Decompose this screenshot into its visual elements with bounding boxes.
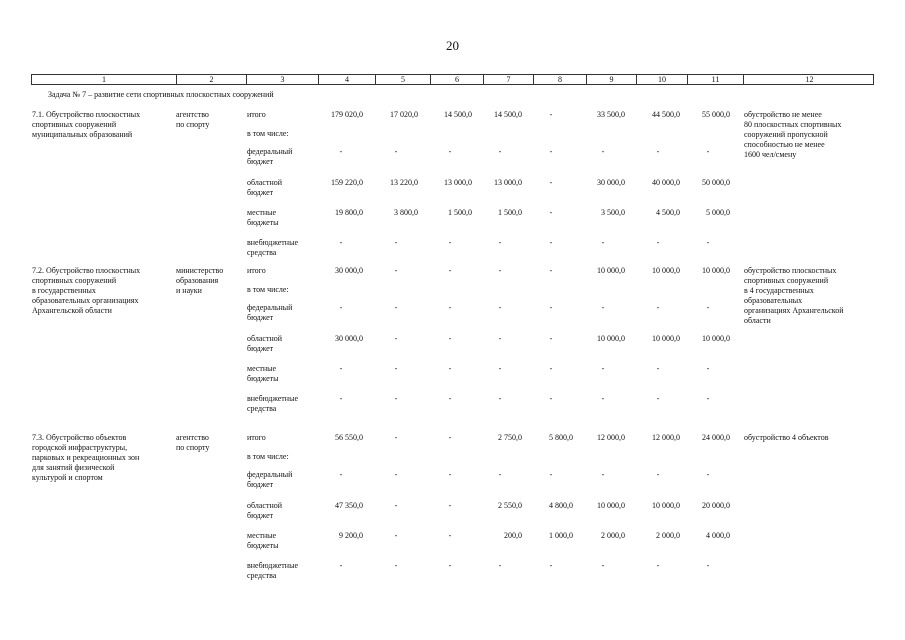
value-cell: - <box>498 238 502 247</box>
value-cell: - <box>656 394 660 403</box>
value-cell: - <box>448 266 452 275</box>
value-cell: 24 000,0 <box>702 433 730 442</box>
value-cell: - <box>448 364 452 373</box>
value-cell: - <box>339 238 343 247</box>
value-cell: - <box>498 334 502 343</box>
value-cell: 1 500,0 <box>448 208 472 217</box>
value-cell: - <box>549 303 553 312</box>
value-cell: - <box>498 364 502 373</box>
value-cell: 30 000,0 <box>597 178 625 187</box>
funding-source-line: бюджеты <box>247 218 279 227</box>
value-cell: - <box>549 470 553 479</box>
value-cell: 5 800,0 <box>549 433 573 442</box>
value-cell: - <box>549 266 553 275</box>
value-cell: - <box>448 303 452 312</box>
value-cell: - <box>448 470 452 479</box>
value-cell: - <box>656 561 660 570</box>
task-title: Задача № 7 – развитие сети спортивных плоскостных сооружений <box>48 90 274 99</box>
value-cell: 9 200,0 <box>339 531 363 540</box>
value-cell: - <box>601 394 605 403</box>
result-line: способностью не менее <box>744 140 825 149</box>
value-cell: - <box>448 238 452 247</box>
value-cell: - <box>394 303 398 312</box>
funding-source-line: бюджет <box>247 344 274 353</box>
value-cell: - <box>498 266 502 275</box>
result-line: образовательных <box>744 296 803 305</box>
value-cell: - <box>706 364 710 373</box>
value-cell: - <box>549 208 553 217</box>
value-cell: 10 000,0 <box>702 266 730 275</box>
header-col-4: 4 <box>318 75 375 84</box>
value-cell: - <box>549 364 553 373</box>
measure-name-line: парковых и рекреационных зон <box>32 453 140 462</box>
value-cell: - <box>706 470 710 479</box>
value-cell: - <box>339 303 343 312</box>
header-col-1: 1 <box>102 75 106 84</box>
value-cell: - <box>656 147 660 156</box>
executor-line: агентство <box>176 110 209 119</box>
value-cell: - <box>601 238 605 247</box>
result-line: спортивных сооружений <box>744 276 829 285</box>
value-cell: - <box>498 394 502 403</box>
value-cell: - <box>394 501 398 510</box>
funding-source-line: бюджет <box>247 157 274 166</box>
value-cell: - <box>394 334 398 343</box>
funding-source-line: средства <box>247 571 277 580</box>
funding-source-line: федеральный <box>247 470 293 479</box>
value-cell: - <box>394 364 398 373</box>
value-cell: - <box>448 147 452 156</box>
header-col-3: 3 <box>246 75 318 84</box>
value-cell: 10 000,0 <box>652 334 680 343</box>
value-cell: - <box>549 238 553 247</box>
value-cell: 179 020,0 <box>331 110 363 119</box>
funding-source-line: областной <box>247 334 283 343</box>
funding-source-line: итого <box>247 110 266 119</box>
value-cell: - <box>394 531 398 540</box>
funding-source-line: бюджет <box>247 511 274 520</box>
funding-source-line: федеральный <box>247 147 293 156</box>
value-cell: - <box>706 147 710 156</box>
measure-name-line: 7.1. Обустройство плоскостных <box>32 110 141 119</box>
value-cell: 44 500,0 <box>652 110 680 119</box>
executor-line: агентство <box>176 433 209 442</box>
value-cell: 2 550,0 <box>498 501 522 510</box>
result-line: обустройство плоскостных <box>744 266 837 275</box>
executor-line: по спорту <box>176 120 210 129</box>
result-line: области <box>744 316 771 325</box>
measure-name-line: спортивных сооружений <box>32 276 117 285</box>
value-cell: - <box>448 394 452 403</box>
value-cell: 3 500,0 <box>601 208 625 217</box>
value-cell: - <box>394 394 398 403</box>
value-cell: 40 000,0 <box>652 178 680 187</box>
funding-source-line: бюджеты <box>247 374 279 383</box>
value-cell: 56 550,0 <box>335 433 363 442</box>
value-cell: 10 000,0 <box>597 334 625 343</box>
funding-source-line: итого <box>247 433 266 442</box>
value-cell: 10 000,0 <box>652 266 680 275</box>
funding-source-line: внебюджетные <box>247 394 298 403</box>
value-cell: 13 000,0 <box>494 178 522 187</box>
value-cell: - <box>394 470 398 479</box>
executor-line: министерство <box>176 266 224 275</box>
value-cell: - <box>498 470 502 479</box>
value-cell: - <box>706 238 710 247</box>
funding-source-line: в том числе: <box>247 452 289 461</box>
executor-line: по спорту <box>176 443 210 452</box>
result-line: 80 плоскостных спортивных <box>744 120 842 129</box>
value-cell: - <box>549 394 553 403</box>
value-cell: 5 000,0 <box>706 208 730 217</box>
value-cell: 12 000,0 <box>597 433 625 442</box>
value-cell: - <box>601 561 605 570</box>
result-line: обустройство не менее <box>744 110 822 119</box>
value-cell: - <box>601 364 605 373</box>
funding-source-line: в том числе: <box>247 285 289 294</box>
funding-source-line: бюджеты <box>247 541 279 550</box>
value-cell: - <box>448 433 452 442</box>
funding-source-line: средства <box>247 248 277 257</box>
value-cell: - <box>394 433 398 442</box>
value-cell: - <box>656 470 660 479</box>
value-cell: - <box>394 266 398 275</box>
value-cell: - <box>498 303 502 312</box>
measure-name-line: спортивных сооружений <box>32 120 117 129</box>
value-cell: - <box>706 394 710 403</box>
table-header-row <box>31 74 874 85</box>
result-line: в 4 государственных <box>744 286 814 295</box>
value-cell: 20 000,0 <box>702 501 730 510</box>
value-cell: - <box>549 178 553 187</box>
funding-source-line: местные <box>247 531 277 540</box>
value-cell: - <box>448 334 452 343</box>
value-cell: 1 000,0 <box>549 531 573 540</box>
value-cell: - <box>448 561 452 570</box>
page-number: 20 <box>446 38 459 53</box>
value-cell: 13 000,0 <box>444 178 472 187</box>
value-cell: 33 500,0 <box>597 110 625 119</box>
header-col-9: 9 <box>586 75 636 84</box>
value-cell: - <box>448 531 452 540</box>
funding-source-line: местные <box>247 364 277 373</box>
funding-source-line: итого <box>247 266 266 275</box>
value-cell: - <box>448 501 452 510</box>
funding-source-line: средства <box>247 404 277 413</box>
value-cell: 4 500,0 <box>656 208 680 217</box>
value-cell: 30 000,0 <box>335 334 363 343</box>
value-cell: - <box>656 303 660 312</box>
value-cell: 10 000,0 <box>597 266 625 275</box>
value-cell: 2 000,0 <box>656 531 680 540</box>
executor-line: образования <box>176 276 219 285</box>
value-cell: 10 000,0 <box>652 501 680 510</box>
measure-name-line: в государственных <box>32 286 96 295</box>
value-cell: - <box>656 238 660 247</box>
header-col-6: 6 <box>430 75 483 84</box>
funding-source-line: местные <box>247 208 277 217</box>
value-cell: 19 800,0 <box>335 208 363 217</box>
value-cell: - <box>549 561 553 570</box>
value-cell: - <box>498 147 502 156</box>
measure-name-line: Архангельской области <box>32 306 112 315</box>
header-col-10: 10 <box>636 75 687 84</box>
result-line: сооружений пропускной <box>744 130 828 139</box>
funding-source-line: бюджет <box>247 480 274 489</box>
value-cell: 3 800,0 <box>394 208 418 217</box>
value-cell: 14 500,0 <box>444 110 472 119</box>
header-col-7: 7 <box>483 75 533 84</box>
value-cell: - <box>339 561 343 570</box>
header-col-5: 5 <box>375 75 430 84</box>
value-cell: - <box>339 470 343 479</box>
measure-name-line: 7.3. Обустройство объектов <box>32 433 127 442</box>
value-cell: - <box>394 238 398 247</box>
funding-source-line: бюджет <box>247 188 274 197</box>
value-cell: 1 500,0 <box>498 208 522 217</box>
funding-source-line: областной <box>247 501 283 510</box>
result-line: 1600 чел/смену <box>744 150 797 159</box>
value-cell: 10 000,0 <box>597 501 625 510</box>
funding-source-line: внебюджетные <box>247 238 298 247</box>
value-cell: - <box>601 147 605 156</box>
value-cell: 47 350,0 <box>335 501 363 510</box>
value-cell: - <box>394 561 398 570</box>
funding-source-line: бюджет <box>247 313 274 322</box>
value-cell: 30 000,0 <box>335 266 363 275</box>
header-col-8: 8 <box>533 75 586 84</box>
value-cell: - <box>601 303 605 312</box>
value-cell: 17 020,0 <box>390 110 418 119</box>
result-line: организациях Архангельской <box>744 306 844 315</box>
measure-name-line: 7.2. Обустройство плоскостных <box>32 266 141 275</box>
value-cell: - <box>601 470 605 479</box>
header-col-11: 11 <box>687 75 743 84</box>
funding-source-line: федеральный <box>247 303 293 312</box>
value-cell: - <box>549 110 553 119</box>
value-cell: - <box>549 147 553 156</box>
measure-name-line: образовательных организациях <box>32 296 139 305</box>
funding-source-line: в том числе: <box>247 129 289 138</box>
value-cell: - <box>339 147 343 156</box>
value-cell: - <box>549 334 553 343</box>
value-cell: 12 000,0 <box>652 433 680 442</box>
value-cell: 50 000,0 <box>702 178 730 187</box>
result-line: обустройство 4 объектов <box>744 433 829 442</box>
value-cell: 55 000,0 <box>702 110 730 119</box>
header-col-12: 12 <box>743 75 875 84</box>
value-cell: - <box>339 394 343 403</box>
value-cell: 4 000,0 <box>706 531 730 540</box>
value-cell: 200,0 <box>504 531 522 540</box>
value-cell: 10 000,0 <box>702 334 730 343</box>
measure-name-line: городской инфраструктуры, <box>32 443 128 452</box>
measure-name-line: для занятий физической <box>32 463 115 472</box>
value-cell: - <box>498 561 502 570</box>
value-cell: - <box>339 364 343 373</box>
measure-name-line: культурой и спортом <box>32 473 103 482</box>
value-cell: 4 800,0 <box>549 501 573 510</box>
value-cell: 14 500,0 <box>494 110 522 119</box>
value-cell: 159 220,0 <box>331 178 363 187</box>
executor-line: и науки <box>176 286 202 295</box>
value-cell: - <box>706 303 710 312</box>
value-cell: - <box>656 364 660 373</box>
funding-source-line: внебюджетные <box>247 561 298 570</box>
value-cell: - <box>394 147 398 156</box>
header-col-2: 2 <box>176 75 246 84</box>
funding-source-line: областной <box>247 178 283 187</box>
measure-name-line: муниципальных образований <box>32 130 133 139</box>
value-cell: - <box>706 561 710 570</box>
value-cell: 2 750,0 <box>498 433 522 442</box>
value-cell: 13 220,0 <box>390 178 418 187</box>
value-cell: 2 000,0 <box>601 531 625 540</box>
